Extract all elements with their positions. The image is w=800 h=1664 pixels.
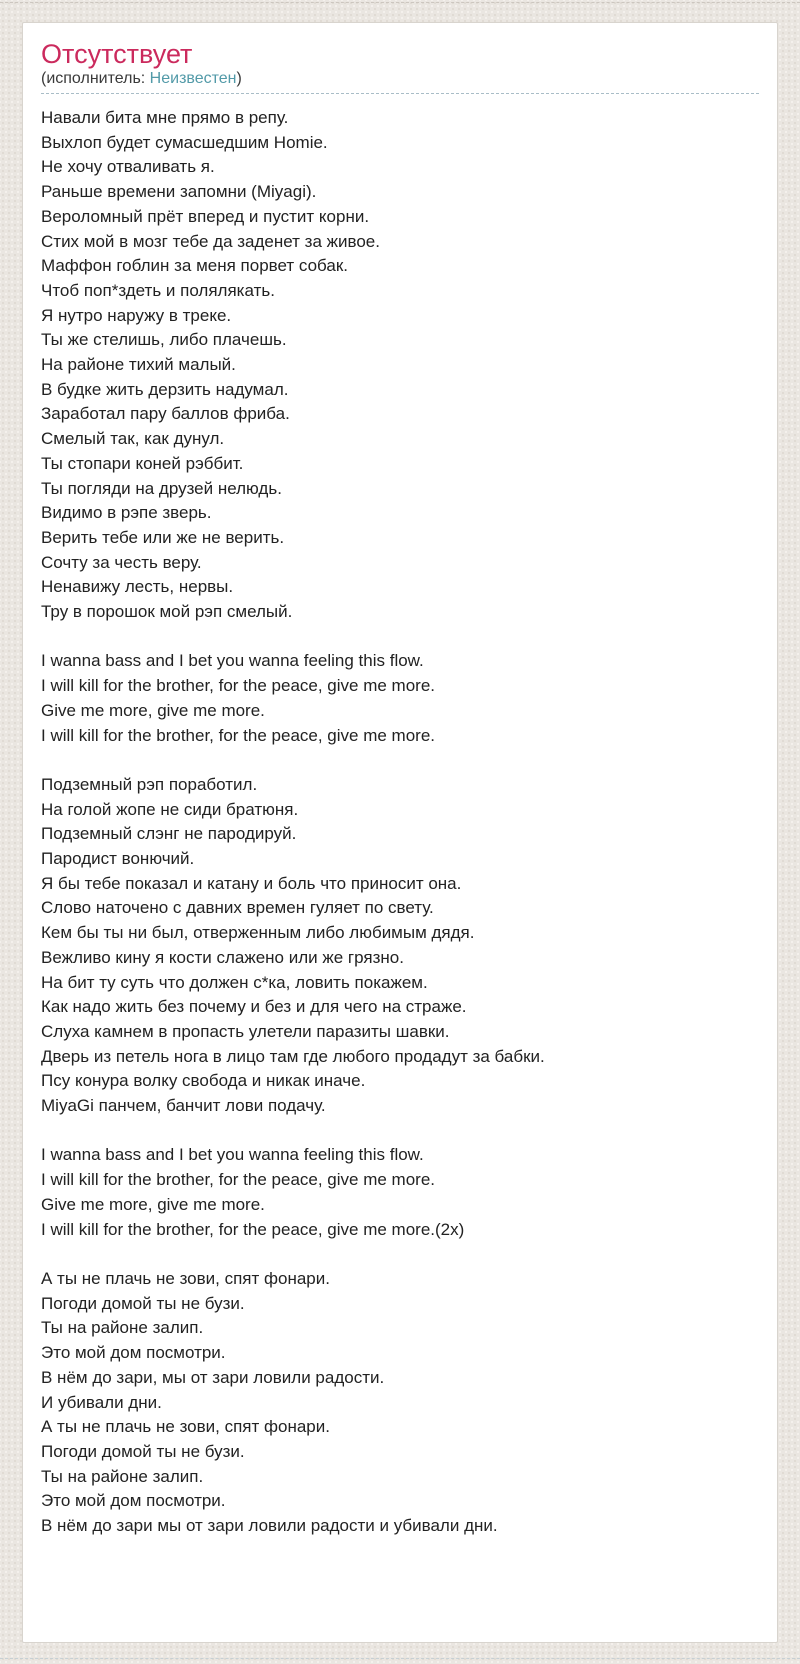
lyric-line: MiyaGi панчем, банчит лови подачу. [41,1096,326,1116]
lyric-line: Маффон гоблин за меня порвет собак. [41,256,349,276]
lyric-line: В нём до зари мы от зари ловили радости и убивали дни. [41,1516,498,1536]
lyric-line: В будке жить дерзить надумал. [41,379,289,399]
lyric-line: Видимо в рэпе зверь. [41,503,212,523]
lyric-line: Не хочу отваливать я. [41,157,215,177]
lyric-line: Я бы тебе показал и катану и боль что приносит она. [41,873,462,893]
lyric-line: Кем бы ты ни был, отверженным либо любимым дядя. [41,923,475,943]
lyric-line: I will kill for the brother, for the peace, give me more.(2x) [41,1219,465,1239]
lyric-line: Погоди домой ты не бузи. [41,1441,245,1461]
stanza [41,773,759,1119]
lyric-line: Give me more, give me more. [41,700,265,720]
stanza [41,1267,759,1539]
lyric-line: Ненавижу лесть, нервы. [41,577,234,597]
lyric-line: Навали бита мне прямо в репу. [41,108,289,127]
lyric-line: Дверь из петель нога в лицо там где любого продадут за бабки. [41,1046,545,1066]
artist-line [41,69,759,94]
lyric-line: На районе тихий малый. [41,355,236,375]
lyric-line: Это мой дом посмотри. [41,1343,226,1363]
lyric-line: Стих мой в мозг тебе да заденет за живое. [41,231,380,251]
lyric-line: Сочту за честь веру. [41,552,202,572]
lyric-line: Я нутро наружу в треке. [41,305,232,325]
stanza [41,106,759,625]
lyric-line: Give me more, give me more. [41,1194,265,1214]
lyric-line: Это мой дом посмотри. [41,1491,226,1511]
lyrics-text [41,106,759,1539]
song-title: Отсутствует [41,39,193,69]
lyric-line: Тру в порошок мой рэп смелый. [41,602,293,622]
lyric-line: Псу конура волку свобода и никак иначе. [41,1071,366,1091]
lyric-line: I will kill for the brother, for the peace, give me more. [41,725,436,745]
lyric-line: В нём до зари, мы от зари ловили радости. [41,1367,385,1387]
lyric-line: Раньше времени запомни (Miyagi). [41,182,317,202]
lyric-line: Ты погляди на друзей нелюдь. [41,478,282,498]
lyric-line: Слово наточено с давних времен гуляет по свету. [41,898,434,918]
lyric-line: Подземный слэнг не пародируй. [41,824,297,844]
lyric-line: Погоди домой ты не бузи. [41,1293,245,1313]
lyric-line: Ты на районе залип. [41,1318,204,1338]
artist-label-suffix: ) [236,70,242,87]
lyric-line: А ты не плачь не зови, спят фонари. [41,1417,330,1437]
lyric-line: Выхлоп будет сумасшедшим Homie. [41,132,328,152]
lyric-line: На голой жопе не сиди братюня. [41,799,299,819]
lyric-line: И убивали дни. [41,1392,162,1412]
lyric-line: Вероломный прёт вперед и пустит корни. [41,206,370,226]
lyric-line: На бит ту суть что должен с*ка, ловить покажем. [41,972,428,992]
lyric-line: Верить тебе или же не верить. [41,527,285,547]
lyric-line: I wanna bass and I bet you wanna feeling this flow. [41,1145,424,1165]
lyric-line: Пародист вонючий. [41,849,195,869]
lyrics-card [22,22,778,1643]
lyric-line: Ты на районе залип. [41,1466,204,1486]
lyric-line: Чтоб поп*здеть и полялякать. [41,280,275,300]
lyric-line: Ты же стелишь, либо плачешь. [41,330,287,350]
stanza [41,649,759,748]
lyric-line: Заработал пару баллов фриба. [41,404,290,424]
lyric-line: Как надо жить без почему и без и для чего на страже. [41,997,467,1017]
lyric-line: Смелый так, как дунул. [41,429,225,449]
stanza [41,1143,759,1242]
lyric-line: I wanna bass and I bet you wanna feeling this flow. [41,651,424,671]
bottom-dashed-divider [0,1658,800,1659]
top-dashed-divider [0,2,800,3]
lyric-line: А ты не плачь не зови, спят фонари. [41,1268,330,1288]
lyric-line: I will kill for the brother, for the peace, give me more. [41,1170,436,1190]
lyric-line: Вежливо кину я кости слажено или же грязно. [41,947,404,967]
lyric-line: Слуха камнем в пропасть улетели паразиты шавки. [41,1021,450,1041]
artist-label: (исполнитель: [41,70,150,87]
lyric-line: Подземный рэп поработил. [41,774,258,794]
lyric-line: Ты стопари коней рэббит. [41,453,244,473]
artist-link[interactable]: Неизвестен [149,70,237,87]
lyric-line: I will kill for the brother, for the peace, give me more. [41,676,436,696]
